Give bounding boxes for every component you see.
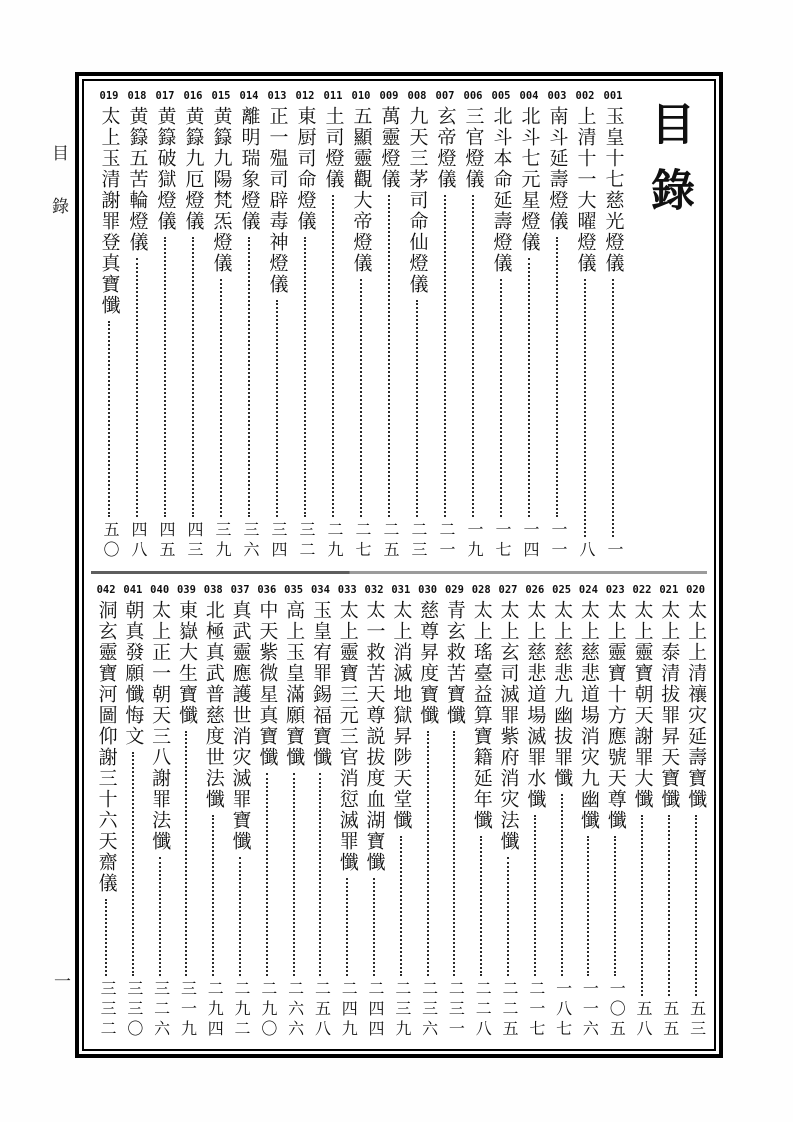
entry-title: 太上泰清拔罪昇天寶懺	[658, 600, 680, 810]
entry-leader-dots	[614, 836, 616, 976]
entry-number: 042	[96, 584, 116, 596]
toc-entry	[146, 583, 173, 1041]
entry-title: 五顯靈觀大帝燈儀	[350, 106, 372, 274]
entry-number: 012	[295, 90, 315, 102]
entry-leader-dots	[373, 878, 375, 976]
entry-number: 001	[603, 90, 623, 102]
entry-leader-dots	[220, 279, 222, 517]
entry-page-number: 五三	[687, 1000, 705, 1040]
entry-page-number: 二四四	[366, 980, 384, 1040]
toc-entry	[173, 583, 200, 1041]
toc-entry	[521, 583, 548, 1041]
toc-entry	[655, 583, 682, 1041]
entry-leader-dots	[472, 195, 474, 517]
entry-number: 019	[99, 90, 119, 102]
toc-title-block	[627, 89, 709, 562]
entry-number: 015	[211, 90, 231, 102]
entry-number: 013	[267, 90, 287, 102]
toc-entry	[280, 583, 307, 1041]
entry-title: 上清十一大曜燈儀	[574, 106, 596, 274]
entry-leader-dots	[507, 857, 509, 976]
entry-page-number: 四八	[129, 521, 146, 561]
toc-entry	[307, 583, 334, 1041]
entry-leader-dots	[132, 752, 134, 976]
entry-leader-dots	[108, 321, 110, 517]
toc-border-frame	[75, 72, 723, 1058]
entry-title: 太上正一朝天三八謝罪法懺	[149, 600, 171, 852]
entry-page-number: 三四	[269, 521, 286, 561]
entry-leader-dots	[400, 836, 402, 976]
entry-page-number: 三九	[213, 521, 230, 561]
entry-leader-dots	[185, 731, 187, 976]
entry-title: 正一殟司辟毒神燈儀	[266, 106, 288, 295]
entry-leader-dots	[641, 815, 643, 996]
toc-entry	[495, 583, 522, 1041]
toc-entry	[403, 89, 431, 562]
entry-title: 真武靈應護世消灾滅罪寶懺	[229, 600, 251, 852]
toc-entry	[515, 89, 543, 562]
entry-leader-dots	[587, 836, 589, 976]
toc-entry	[468, 583, 495, 1041]
entry-page-number: 二六六	[285, 980, 303, 1040]
entry-number: 014	[239, 90, 259, 102]
entry-number: 023	[605, 584, 625, 596]
entry-number: 018	[127, 90, 147, 102]
entry-page-number: 三六	[241, 521, 258, 561]
entry-page-number: 二五	[381, 521, 398, 561]
toc-title: 目錄	[644, 101, 693, 233]
toc-entry	[361, 583, 388, 1041]
entry-title: 洞玄靈寶河圖仰謝三十六天齋儀	[95, 600, 117, 894]
entry-title: 高上玉皇滿願寶懺	[283, 600, 305, 768]
entry-page-number: 二九	[325, 521, 342, 561]
entry-page-number: 二三六	[419, 980, 437, 1040]
toc-entry	[179, 89, 207, 562]
toc-entry	[235, 89, 263, 562]
entry-leader-dots	[534, 815, 536, 976]
entry-page-number: 三三二	[98, 980, 116, 1040]
entry-leader-dots	[304, 237, 306, 517]
entry-page-number: 二三一	[446, 980, 464, 1040]
entry-page-number: 四三	[185, 521, 202, 561]
entry-number: 022	[632, 584, 652, 596]
entry-page-number: 二三九	[392, 980, 410, 1040]
toc-entry	[543, 89, 571, 562]
entry-number: 038	[203, 584, 223, 596]
entry-title: 玉皇宥罪錫福寶懺	[309, 600, 331, 768]
entry-leader-dots	[293, 773, 295, 976]
entry-page-number: 一一	[549, 521, 566, 561]
entry-title: 黄籙九厄燈儀	[182, 106, 204, 232]
entry-title: 青玄救苦寶懺	[443, 600, 465, 726]
entry-title: 朝真發願懺悔文	[122, 600, 144, 747]
entry-number: 024	[578, 584, 598, 596]
entry-title: 九天三茅司命仙燈儀	[406, 106, 428, 295]
entry-leader-dots	[239, 857, 241, 976]
toc-entry	[319, 89, 347, 562]
entry-number: 003	[547, 90, 567, 102]
entry-number: 031	[391, 584, 411, 596]
entry-page-number: 二二五	[500, 980, 518, 1040]
entry-title: 太上玄司滅罪紫府消灾法懺	[497, 600, 519, 852]
entry-title: 中天紫微星真寶懺	[256, 600, 278, 768]
entry-leader-dots	[319, 773, 321, 976]
entry-number: 004	[519, 90, 539, 102]
entry-title: 太上玉清謝罪登真寶懺	[98, 106, 120, 316]
entry-number: 017	[155, 90, 175, 102]
toc-entry	[629, 583, 656, 1041]
entry-page-number: 三二	[297, 521, 314, 561]
entry-page-number: 二三	[409, 521, 426, 561]
entry-title: 北斗本命延壽燈儀	[490, 106, 512, 274]
entry-page-number: 五〇	[101, 521, 118, 561]
entry-number: 033	[337, 584, 357, 596]
entry-number: 010	[351, 90, 371, 102]
toc-entry	[459, 89, 487, 562]
entry-title: 土司燈儀	[322, 106, 344, 190]
toc-entry	[375, 89, 403, 562]
entry-leader-dots	[159, 857, 161, 976]
entry-title: 太上消滅地獄昇陟天堂懺	[390, 600, 412, 831]
entry-leader-dots	[500, 279, 502, 517]
entry-title: 東嶽大生寶懺	[175, 600, 197, 726]
entry-title: 黄籙五苦輪燈儀	[126, 106, 148, 253]
entry-number: 032	[364, 584, 384, 596]
toc-entry	[387, 583, 414, 1041]
entry-title: 太上靈寶三元三官消愆滅罪懺	[336, 600, 358, 873]
toc-entry	[347, 89, 375, 562]
entry-leader-dots	[212, 815, 214, 976]
entry-number: 026	[525, 584, 545, 596]
toc-entry	[599, 89, 627, 562]
entry-number: 028	[471, 584, 491, 596]
entry-title: 東厨司命燈儀	[294, 106, 316, 232]
entry-page-number: 四五	[157, 521, 174, 561]
entry-title: 北斗七元星燈儀	[518, 106, 540, 253]
entry-number: 027	[498, 584, 518, 596]
toc-entry	[441, 583, 468, 1041]
entry-page-number: 三三〇	[124, 980, 142, 1040]
toc-section-lamp-rituals	[89, 89, 709, 562]
entry-title: 玄帝燈儀	[434, 106, 456, 190]
entry-leader-dots	[248, 237, 250, 517]
entry-page-number: 二四九	[339, 980, 357, 1040]
entry-title: 太上慈悲道場消灾九幽懺	[577, 600, 599, 831]
entry-leader-dots	[360, 279, 362, 517]
entry-title: 太一救苦天尊説拔度血湖寶懺	[363, 600, 385, 873]
entry-page-number: 三一九	[178, 980, 196, 1040]
section-divider-rule	[91, 571, 707, 574]
entry-page-number: 八	[577, 541, 594, 561]
entry-leader-dots	[192, 237, 194, 517]
entry-title: 太上慈悲道場滅罪水懺	[524, 600, 546, 810]
toc-entry	[200, 583, 227, 1041]
toc-entry	[602, 583, 629, 1041]
entry-page-number: 二九四	[205, 980, 223, 1040]
entry-number: 021	[659, 584, 679, 596]
toc-entry	[682, 583, 709, 1041]
entry-number: 025	[552, 584, 572, 596]
entry-page-number: 一七	[493, 521, 510, 561]
toc-entry	[487, 89, 515, 562]
entry-title: 萬靈燈儀	[378, 106, 400, 190]
toc-entry	[93, 583, 120, 1041]
entry-leader-dots	[136, 258, 138, 517]
entry-leader-dots	[105, 899, 107, 976]
entry-title: 太上靈寶十方應號天尊懺	[604, 600, 626, 831]
entry-leader-dots	[276, 300, 278, 517]
toc-entry	[263, 89, 291, 562]
entry-leader-dots	[480, 836, 482, 976]
entry-number: 016	[183, 90, 203, 102]
entry-page-number: 一四	[521, 521, 538, 561]
toc-content-area	[82, 79, 716, 1051]
entry-number: 005	[491, 90, 511, 102]
entry-leader-dots	[695, 815, 697, 996]
entry-page-number: 二二八	[473, 980, 491, 1040]
entry-title: 黄籙九陽梵炁燈儀	[210, 106, 232, 274]
toc-entry	[575, 583, 602, 1041]
entry-leader-dots	[453, 731, 455, 976]
entry-title: 北極真武普慈度世法懺	[202, 600, 224, 810]
entry-number: 007	[435, 90, 455, 102]
toc-entry	[291, 89, 319, 562]
entry-page-number: 五八	[634, 1000, 651, 1040]
entry-leader-dots	[346, 878, 348, 976]
toc-entry	[227, 583, 254, 1041]
entry-page-number: 二九〇	[258, 980, 276, 1040]
entry-number: 011	[323, 90, 343, 102]
entry-page-number: 二九二	[232, 980, 250, 1040]
entry-title: 黄籙破獄燈儀	[154, 106, 176, 232]
entry-number: 037	[230, 584, 250, 596]
entry-leader-dots	[427, 731, 429, 976]
entry-title: 太上上清禳灾延壽寶懺	[685, 600, 707, 810]
entry-page-number: 一	[605, 541, 622, 561]
entry-number: 040	[150, 584, 170, 596]
entry-page-number: 一一六	[580, 980, 598, 1040]
toc-entry	[95, 89, 123, 562]
entry-leader-dots	[556, 237, 558, 517]
entry-leader-dots	[332, 195, 334, 517]
entry-title: 南斗延壽燈儀	[546, 106, 568, 232]
margin-running-title: 目錄	[49, 144, 68, 250]
entry-title: 離明瑞象燈儀	[238, 106, 260, 232]
entry-leader-dots	[561, 794, 563, 976]
entry-number: 020	[686, 584, 706, 596]
entry-leader-dots	[266, 773, 268, 976]
entry-title: 慈尊昇度寶懺	[417, 600, 439, 726]
toc-entry	[334, 583, 361, 1041]
toc-entry	[253, 583, 280, 1041]
toc-entry	[414, 583, 441, 1041]
toc-section-repentance-rituals	[89, 583, 709, 1041]
entry-number: 009	[379, 90, 399, 102]
toc-entry	[571, 89, 599, 562]
entry-title: 太上瑤臺益算寶籍延年懺	[470, 600, 492, 831]
entry-page-number: 一〇五	[607, 980, 625, 1040]
entry-leader-dots	[528, 258, 530, 517]
entry-page-number: 二一	[437, 521, 454, 561]
toc-entry	[431, 89, 459, 562]
entry-number: 030	[418, 584, 438, 596]
margin-folio-number: 一	[51, 972, 70, 989]
entry-title: 太上慈悲九幽拔罪懺	[551, 600, 573, 789]
entry-page-number: 五五	[660, 1000, 678, 1040]
entry-leader-dots	[444, 195, 446, 517]
entry-page-number: 二五八	[312, 980, 330, 1040]
entry-number: 002	[575, 90, 595, 102]
entry-title: 三官燈儀	[462, 106, 484, 190]
entry-number: 039	[176, 584, 196, 596]
entry-number: 029	[444, 584, 464, 596]
toc-entry	[548, 583, 575, 1041]
entry-leader-dots	[164, 237, 166, 517]
entry-title: 玉皇十七慈光燈儀	[602, 106, 624, 274]
entry-number: 035	[284, 584, 304, 596]
entry-page-number: 二七	[353, 521, 370, 561]
entry-page-number: 一九	[465, 521, 482, 561]
entry-page-number: 二一七	[526, 980, 544, 1040]
entry-number: 008	[407, 90, 427, 102]
entry-number: 036	[257, 584, 277, 596]
entry-page-number: 三二六	[151, 980, 169, 1040]
entry-leader-dots	[668, 815, 670, 996]
toc-entry	[207, 89, 235, 562]
entry-leader-dots	[416, 300, 418, 517]
entry-leader-dots	[584, 279, 586, 537]
entry-number: 006	[463, 90, 483, 102]
toc-entry	[119, 583, 146, 1041]
entry-leader-dots	[612, 279, 614, 537]
entry-page-number: 一八七	[553, 980, 571, 1040]
toc-entry	[123, 89, 151, 562]
entry-title: 太上靈寶朝天謝罪大懺	[631, 600, 653, 810]
entry-number: 041	[123, 584, 143, 596]
entry-leader-dots	[388, 195, 390, 517]
toc-entry	[151, 89, 179, 562]
entry-number: 034	[310, 584, 330, 596]
